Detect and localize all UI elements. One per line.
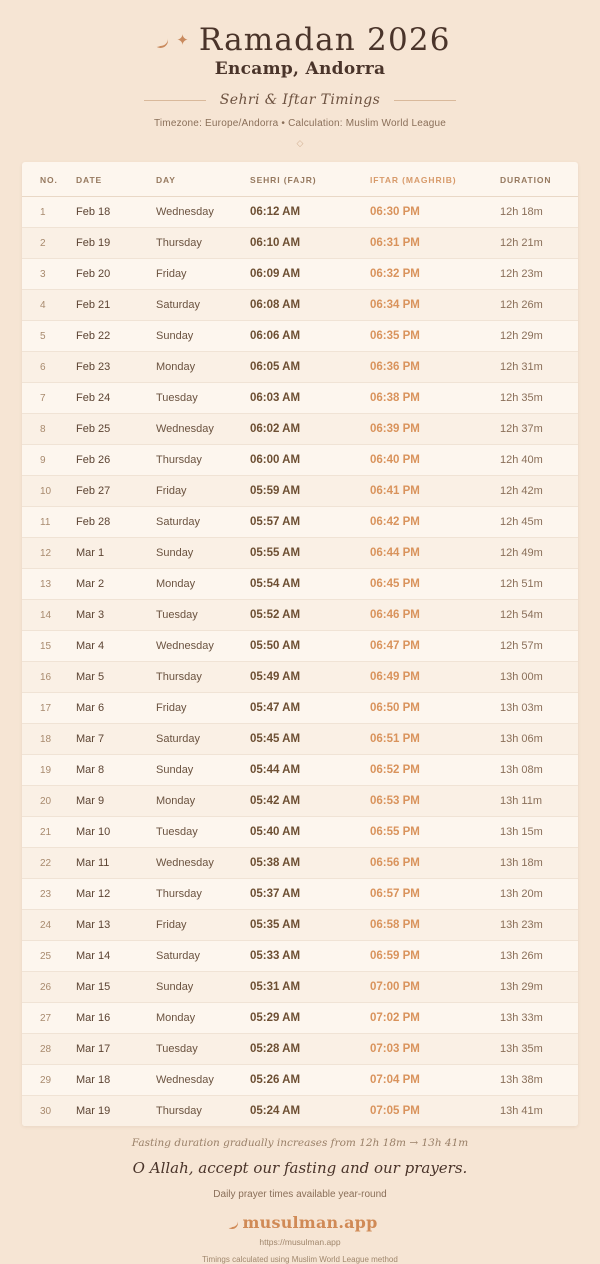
cell-no: 4: [22, 290, 76, 321]
cell-day: Tuesday: [156, 600, 250, 631]
cell-sehri: 06:12 AM: [250, 197, 370, 228]
location-subtitle: Encamp, Andorra: [214, 59, 386, 79]
table-row: [22, 941, 578, 972]
cell-no: 14: [22, 600, 76, 631]
star-icon: ✦: [176, 31, 189, 49]
cell-date: Mar 6: [76, 693, 156, 724]
cell-date: Mar 18: [76, 1065, 156, 1096]
cell-day: Sunday: [156, 755, 250, 786]
table-row: [22, 1065, 578, 1096]
cell-no: 5: [22, 321, 76, 352]
cell-duration: 13h 03m: [500, 693, 578, 724]
table-row: [22, 755, 578, 786]
table-row: [22, 972, 578, 1003]
cell-sehri: 05:50 AM: [250, 631, 370, 662]
cell-no: 9: [22, 445, 76, 476]
timings-table: [22, 162, 578, 1126]
cell-date: Feb 21: [76, 290, 156, 321]
cell-sehri: 05:29 AM: [250, 1003, 370, 1034]
title-row: [0, 22, 600, 58]
cell-duration: 13h 20m: [500, 879, 578, 910]
cell-iftar: 06:52 PM: [370, 755, 500, 786]
cell-day: Wednesday: [156, 197, 250, 228]
column-header-no: NO.: [22, 162, 76, 197]
table-row: [22, 321, 578, 352]
cell-date: Feb 24: [76, 383, 156, 414]
cell-duration: 13h 11m: [500, 786, 578, 817]
table-row: [22, 817, 578, 848]
cell-sehri: 05:49 AM: [250, 662, 370, 693]
table-row: [22, 600, 578, 631]
table-row: [22, 1096, 578, 1127]
cell-duration: 13h 35m: [500, 1034, 578, 1065]
page-title: Ramadan 2026: [198, 22, 451, 58]
cell-no: 17: [22, 693, 76, 724]
brand-row[interactable]: [0, 1213, 600, 1232]
cell-iftar: 06:40 PM: [370, 445, 500, 476]
cell-no: 19: [22, 755, 76, 786]
page-footer: [0, 1137, 600, 1264]
column-header-duration: DURATION: [500, 162, 578, 197]
table-row: [22, 383, 578, 414]
table-row: [22, 631, 578, 662]
cell-no: 29: [22, 1065, 76, 1096]
cell-day: Sunday: [156, 972, 250, 1003]
cell-no: 30: [40, 1105, 52, 1117]
cell-day: Wednesday: [156, 1065, 250, 1096]
cell-date: Mar 10: [76, 817, 156, 848]
cell-day: Tuesday: [156, 1034, 250, 1065]
table-row: [22, 879, 578, 910]
cell-day: Tuesday: [156, 383, 250, 414]
cell-day: Monday: [156, 786, 250, 817]
cell-date: Mar 2: [76, 569, 156, 600]
cell-iftar: 06:39 PM: [370, 414, 500, 445]
cell-iftar: 06:53 PM: [370, 786, 500, 817]
cell-no: 11: [22, 507, 76, 538]
cell-sehri: 06:02 AM: [250, 414, 370, 445]
cell-iftar: 07:00 PM: [370, 972, 500, 1003]
cell-no: 21: [22, 817, 76, 848]
cell-sehri: 05:35 AM: [250, 910, 370, 941]
cell-no: 2: [22, 228, 76, 259]
calculation-method-note: Timings calculated using Muslim World League method: [202, 1255, 398, 1264]
cell-date: Mar 12: [76, 879, 156, 910]
cell-iftar: 06:50 PM: [370, 693, 500, 724]
cell-iftar: 06:47 PM: [370, 631, 500, 662]
cell-sehri: 06:03 AM: [250, 383, 370, 414]
cell-date: Mar 1: [76, 538, 156, 569]
cell-day: Friday: [156, 476, 250, 507]
table-row: [22, 910, 578, 941]
cell-iftar: 06:42 PM: [370, 507, 500, 538]
cell-date: Feb 27: [76, 476, 156, 507]
cell-duration: 13h 06m: [500, 724, 578, 755]
cell-iftar: 06:35 PM: [370, 321, 500, 352]
cell-iftar: 06:56 PM: [370, 848, 500, 879]
cell-iftar: 06:58 PM: [370, 910, 500, 941]
cell-date: Mar 5: [76, 662, 156, 693]
cell-sehri: 05:47 AM: [250, 693, 370, 724]
table-row: [22, 1003, 578, 1034]
timings-table-card: [22, 162, 578, 1126]
cell-date: Feb 28: [76, 507, 156, 538]
cell-sehri: 05:24 AM: [250, 1105, 301, 1117]
cell-duration: 13h 41m: [500, 1105, 543, 1117]
cell-no: 10: [22, 476, 76, 507]
site-url[interactable]: https://musulman.app: [259, 1237, 341, 1247]
cell-no: 28: [22, 1034, 76, 1065]
cell-sehri: 06:10 AM: [250, 228, 370, 259]
cell-day: Friday: [156, 910, 250, 941]
table-body: [22, 197, 578, 1127]
cell-no: 20: [22, 786, 76, 817]
cell-duration: 13h 26m: [500, 941, 578, 972]
cell-no: 1: [22, 197, 76, 228]
cell-duration: 12h 26m: [500, 290, 578, 321]
cell-duration: 13h 15m: [500, 817, 578, 848]
cell-duration: 12h 54m: [500, 600, 578, 631]
diamond-ornament-icon: ◇: [296, 138, 304, 148]
table-row: [22, 724, 578, 755]
cell-day: Saturday: [156, 724, 250, 755]
cell-duration: 13h 23m: [500, 910, 578, 941]
cell-iftar: 07:05 PM: [370, 1105, 420, 1117]
cell-iftar: 06:45 PM: [370, 569, 500, 600]
cell-duration: 12h 51m: [500, 569, 578, 600]
cell-date: Mar 7: [76, 724, 156, 755]
cell-iftar: 06:31 PM: [370, 228, 500, 259]
column-header-iftar: IFTAR (MAGHRIB): [370, 162, 500, 197]
cell-no: 15: [22, 631, 76, 662]
duration-note: Fasting duration gradually increases from 12h 18m → 13h 41m: [131, 1137, 469, 1149]
cell-no: 13: [22, 569, 76, 600]
cell-day: Sunday: [156, 538, 250, 569]
cell-iftar: 06:30 PM: [370, 197, 500, 228]
cell-duration: 12h 18m: [500, 197, 578, 228]
cell-no: 7: [22, 383, 76, 414]
cell-date: Mar 4: [76, 631, 156, 662]
cell-date: Mar 14: [76, 941, 156, 972]
cell-date: Feb 23: [76, 352, 156, 383]
cell-sehri: 05:31 AM: [250, 972, 370, 1003]
cell-no: 22: [22, 848, 76, 879]
cell-iftar: 06:51 PM: [370, 724, 500, 755]
cell-duration: 12h 37m: [500, 414, 578, 445]
cell-day: Saturday: [156, 290, 250, 321]
cell-day: Thursday: [156, 445, 250, 476]
cell-sehri: 06:09 AM: [250, 259, 370, 290]
cell-iftar: 06:36 PM: [370, 352, 500, 383]
cell-iftar: 06:46 PM: [370, 600, 500, 631]
cell-date: Mar 8: [76, 755, 156, 786]
cell-date: Mar 11: [76, 848, 156, 879]
section-label: Sehri & Iftar Timings: [219, 92, 381, 108]
cell-duration: 12h 40m: [500, 445, 578, 476]
cell-sehri: 05:57 AM: [250, 507, 370, 538]
cell-day: Wednesday: [156, 848, 250, 879]
cell-sehri: 05:37 AM: [250, 879, 370, 910]
cell-date: Mar 19: [76, 1105, 111, 1117]
cell-date: Mar 17: [76, 1034, 156, 1065]
cell-duration: 12h 45m: [500, 507, 578, 538]
cell-iftar: 07:02 PM: [370, 1003, 500, 1034]
column-header-sehri: SEHRI (FAJR): [250, 162, 370, 197]
cell-sehri: 05:54 AM: [250, 569, 370, 600]
table-header: [22, 162, 578, 197]
page-header: [0, 0, 600, 149]
cell-day: Wednesday: [156, 631, 250, 662]
cell-day: Sunday: [156, 321, 250, 352]
cell-sehri: 06:08 AM: [250, 290, 370, 321]
cell-no: 8: [22, 414, 76, 445]
cell-sehri: 06:05 AM: [250, 352, 370, 383]
cell-sehri: 05:44 AM: [250, 755, 370, 786]
cell-day: Saturday: [156, 507, 250, 538]
cell-iftar: 06:55 PM: [370, 817, 500, 848]
cell-duration: 13h 29m: [500, 972, 578, 1003]
cell-iftar: 07:03 PM: [370, 1034, 500, 1065]
cell-duration: 12h 35m: [500, 383, 578, 414]
table-row: [22, 228, 578, 259]
cell-sehri: 05:28 AM: [250, 1034, 370, 1065]
cell-iftar: 06:57 PM: [370, 879, 500, 910]
cell-day: Monday: [156, 1003, 250, 1034]
cell-sehri: 05:38 AM: [250, 848, 370, 879]
cell-iftar: 06:34 PM: [370, 290, 500, 321]
cell-sehri: 06:00 AM: [250, 445, 370, 476]
cell-day: Thursday: [156, 662, 250, 693]
cell-date: Mar 15: [76, 972, 156, 1003]
table-row: [22, 476, 578, 507]
table-row: [22, 569, 578, 600]
cell-duration: 13h 18m: [500, 848, 578, 879]
cell-no: 23: [22, 879, 76, 910]
cell-day: Saturday: [156, 941, 250, 972]
cell-no: 12: [22, 538, 76, 569]
cell-day: Tuesday: [156, 817, 250, 848]
cell-no: 16: [22, 662, 76, 693]
cell-iftar: 06:38 PM: [370, 383, 500, 414]
cell-no: 3: [22, 259, 76, 290]
cell-date: Mar 16: [76, 1003, 156, 1034]
cell-sehri: 05:42 AM: [250, 786, 370, 817]
cell-sehri: 05:52 AM: [250, 600, 370, 631]
availability-note: Daily prayer times available year-round: [213, 1189, 387, 1200]
cell-day: Thursday: [156, 228, 250, 259]
cell-sehri: 05:26 AM: [250, 1065, 370, 1096]
cell-duration: 12h 21m: [500, 228, 578, 259]
cell-iftar: 06:44 PM: [370, 538, 500, 569]
cell-duration: 12h 31m: [500, 352, 578, 383]
cell-duration: 13h 33m: [500, 1003, 578, 1034]
dua-text: O Allah, accept our fasting and our prayers.: [132, 1159, 468, 1177]
table-row: [22, 259, 578, 290]
cell-day: Thursday: [156, 1105, 202, 1117]
table-row: [22, 507, 578, 538]
cell-date: Feb 19: [76, 228, 156, 259]
cell-duration: 12h 49m: [500, 538, 578, 569]
cell-date: Feb 22: [76, 321, 156, 352]
cell-date: Mar 9: [76, 786, 156, 817]
cell-day: Wednesday: [156, 414, 250, 445]
cell-day: Friday: [156, 259, 250, 290]
crescent-moon-icon: [149, 32, 166, 49]
cell-sehri: 05:40 AM: [250, 817, 370, 848]
table-row: [22, 445, 578, 476]
cell-date: Feb 18: [76, 197, 156, 228]
cell-day: Thursday: [156, 879, 250, 910]
cell-no: 18: [22, 724, 76, 755]
cell-no: 26: [22, 972, 76, 1003]
cell-iftar: 07:04 PM: [370, 1065, 500, 1096]
cell-duration: 13h 00m: [500, 662, 578, 693]
cell-date: Feb 20: [76, 259, 156, 290]
column-header-date: DATE: [76, 162, 156, 197]
cell-no: 25: [22, 941, 76, 972]
timezone-calculation-meta: Timezone: Europe/Andorra • Calculation: Muslim World League: [153, 118, 447, 129]
table-row: [22, 414, 578, 445]
cell-iftar: 06:59 PM: [370, 941, 500, 972]
table-row: [22, 1034, 578, 1065]
cell-date: Mar 3: [76, 600, 156, 631]
cell-duration: 13h 08m: [500, 755, 578, 786]
cell-sehri: 05:33 AM: [250, 941, 370, 972]
cell-sehri: 05:45 AM: [250, 724, 370, 755]
section-label-row: [0, 92, 600, 108]
cell-duration: 12h 42m: [500, 476, 578, 507]
cell-sehri: 05:59 AM: [250, 476, 370, 507]
cell-iftar: 06:49 PM: [370, 662, 500, 693]
cell-day: Monday: [156, 569, 250, 600]
cell-iftar: 06:32 PM: [370, 259, 500, 290]
cell-duration: 12h 57m: [500, 631, 578, 662]
cell-date: Mar 13: [76, 910, 156, 941]
table-row: [22, 848, 578, 879]
table-row: [22, 197, 578, 228]
table-row: [22, 538, 578, 569]
brand-name[interactable]: musulman.app: [242, 1213, 378, 1232]
cell-date: Feb 26: [76, 445, 156, 476]
table-row: [22, 662, 578, 693]
cell-sehri: 06:06 AM: [250, 321, 370, 352]
cell-iftar: 06:41 PM: [370, 476, 500, 507]
cell-no: 6: [22, 352, 76, 383]
divider-left: [144, 100, 206, 101]
divider-right: [394, 100, 456, 101]
table-row: [22, 693, 578, 724]
cell-day: Friday: [156, 693, 250, 724]
cell-sehri: 05:55 AM: [250, 538, 370, 569]
table-row: [22, 352, 578, 383]
cell-no: 24: [22, 910, 76, 941]
table-header-row: [22, 162, 578, 197]
cell-date: Feb 25: [76, 414, 156, 445]
column-header-day: DAY: [156, 162, 250, 197]
cell-no: 27: [22, 1003, 76, 1034]
brand-crescent-moon-icon: [223, 1216, 236, 1229]
table-row: [22, 290, 578, 321]
table-row: [22, 786, 578, 817]
cell-duration: 12h 29m: [500, 321, 578, 352]
cell-duration: 13h 38m: [500, 1065, 578, 1096]
cell-duration: 12h 23m: [500, 259, 578, 290]
cell-day: Monday: [156, 352, 250, 383]
